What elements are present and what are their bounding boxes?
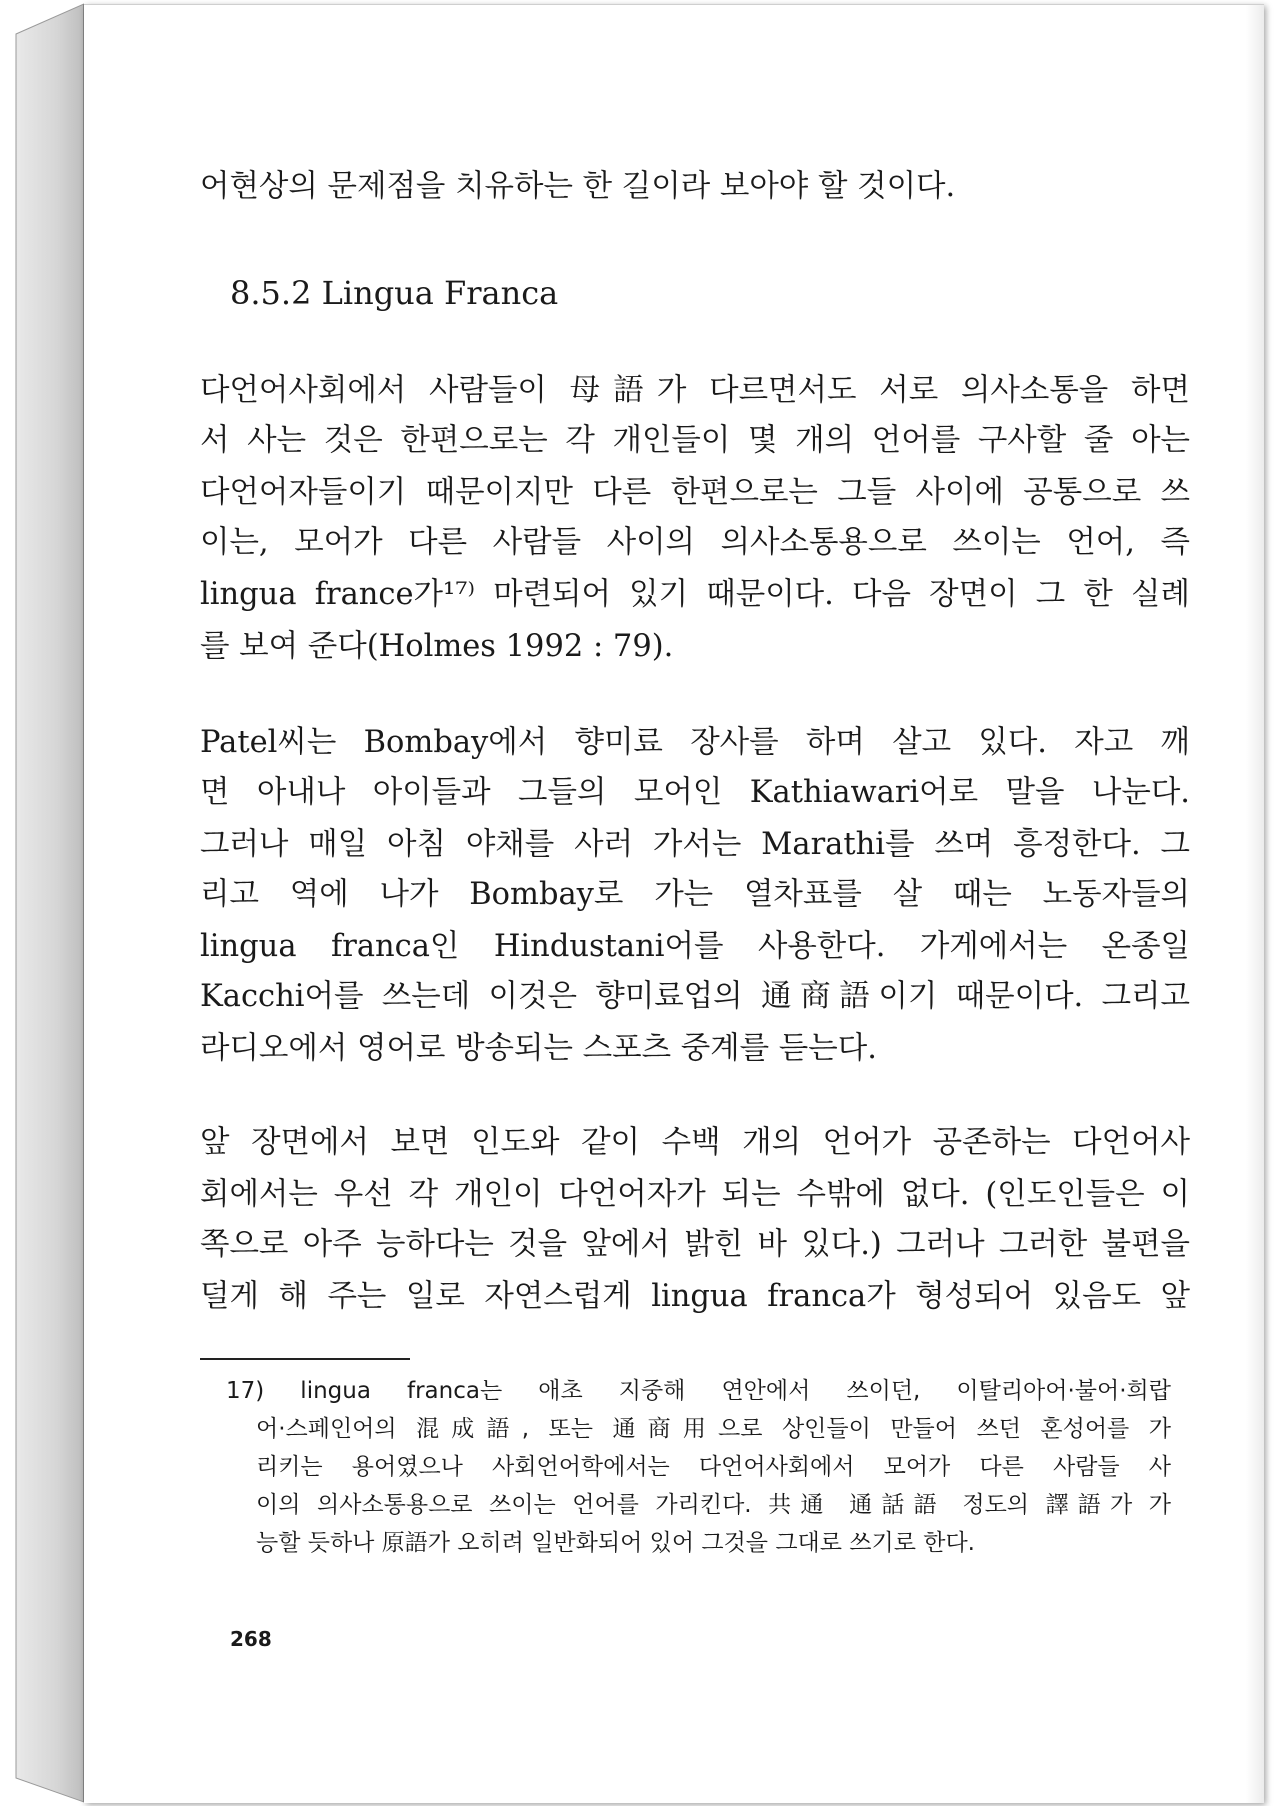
paragraph-line: 앞 장면에서 보면 인도와 같이 수백 개의 언어가 공존하는 다언어사 [200,1125,1190,1160]
section-heading: 8.5.2 Lingua Franca [230,274,559,312]
paragraph-line: 라디오에서 영어로 방송되는 스포츠 중계를 듣는다. [200,1031,877,1066]
footnote-divider [200,1358,410,1360]
footnote-line: 17) lingua franca는 애초 지중해 연안에서 쓰이던, 이탈리아어·불어·희랍 [226,1378,1171,1404]
footnote-line: 어·스페인어의 混成語, 또는 通商用으로 상인들이 만들어 쓰던 혼성어를 가 [256,1416,1171,1442]
footnote-line: 이의 의사소통용으로 쓰이는 언어를 가리킨다. 共通 通話語 정도의 譯語가 가 [256,1492,1171,1518]
paragraph-line: lingua franca인 Hindustani어를 사용한다. 가게에서는 온종일 [200,929,1190,964]
paragraph-line: 쪽으로 아주 능하다는 것을 앞에서 밝힌 바 있다.) 그러나 그러한 불편을 [200,1227,1190,1262]
paragraph-line: 면 아내나 아이들과 그들의 모어인 Kathiawari어로 말을 나눈다. [200,775,1190,810]
book-spine [0,0,84,1806]
intro-line: 어현상의 문제점을 치유하는 한 길이라 보아야 할 것이다. [200,169,956,204]
paragraph-line: Kacchi어를 쓰는데 이것은 향미료업의 通商語이기 때문이다. 그리고 [200,979,1190,1014]
page-number: 268 [230,1627,272,1651]
footnote-line: 능할 듯하나 原語가 오히려 일반화되어 있어 그것을 그대로 쓰기로 한다. [256,1530,975,1556]
book-page [84,4,1264,1803]
paragraph-line: 다언어사회에서 사람들이 母語가 다르면서도 서로 의사소통을 하면 [200,373,1190,408]
paragraph-line: 리고 역에 나가 Bombay로 가는 열차표를 살 때는 노동자들의 [200,877,1190,912]
footnote-line: 리키는 용어였으나 사회언어학에서는 다언어사회에서 모어가 다른 사람들 사 [256,1454,1171,1480]
paragraph-line: 를 보여 준다(Holmes 1992 : 79). [200,629,674,664]
page-edge-shade [1246,5,1264,1803]
paragraph-line: Patel씨는 Bombay에서 향미료 장사를 하며 살고 있다. 자고 깨 [200,725,1190,760]
paragraph-line: 그러나 매일 아침 야채를 사러 가서는 Marathi를 쓰며 흥정한다. 그 [200,827,1190,862]
paragraph-line: 이는, 모어가 다른 사람들 사이의 의사소통용으로 쓰이는 언어, 즉 [200,525,1190,560]
paragraph-line: 회에서는 우선 각 개인이 다언어자가 되는 수밖에 없다. (인도인들은 이 [200,1177,1190,1212]
paragraph-line: 덜게 해 주는 일로 자연스럽게 lingua franca가 형성되어 있음도 앞 [200,1279,1190,1314]
paragraph-line: 서 사는 것은 한편으로는 각 개인들이 몇 개의 언어를 구사할 줄 아는 [200,423,1190,458]
paragraph-line: lingua france가¹⁷⁾ 마련되어 있기 때문이다. 다음 장면이 그 한 실례 [200,577,1190,612]
paragraph-line: 다언어자들이기 때문이지만 다른 한편으로는 그들 사이에 공통으로 쓰 [200,475,1190,510]
